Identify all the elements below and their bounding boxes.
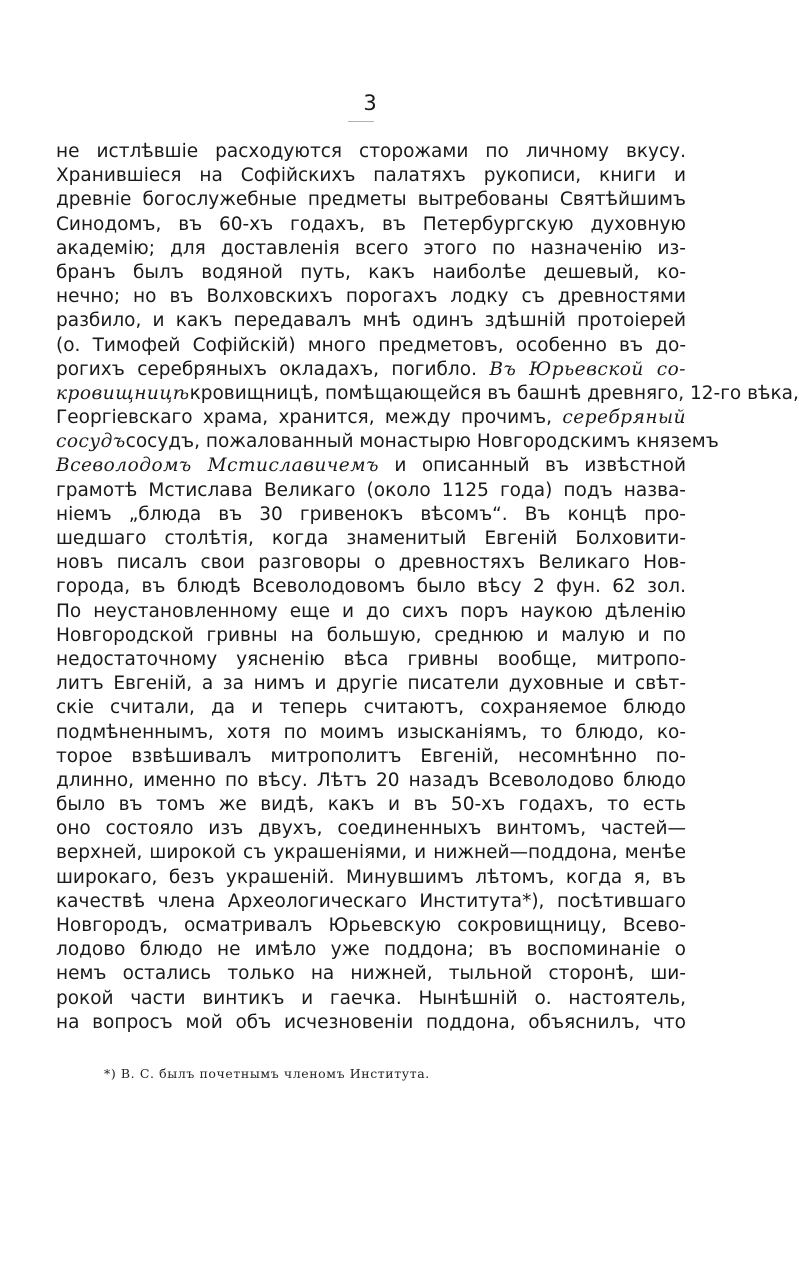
text-line: лодово блюдо не имѣло уже поддона; въ воспоминаніе о	[56, 939, 686, 961]
text-run: кровищницѣ, помѣщающейся въ башнѣ древняго, 12-го вѣка,	[189, 382, 799, 404]
text-line: бранъ былъ водяной путь, какъ наиболѣе дешевый, ко-	[56, 261, 686, 283]
footnote: *) В. С. былъ почетнымъ членомъ Института.	[104, 1066, 430, 1081]
italic-run: серебряный	[562, 407, 686, 429]
text-line: Новгородской гривны на большую, среднюю и малую и по	[56, 624, 686, 646]
text-line: Новгородъ, осматривалъ Юрьевскую сокровищницу, Всево-	[56, 915, 686, 936]
text-line: (о. Тимофей Софійскій) много предметовъ, особенно въ до-	[56, 334, 686, 356]
text-line: качествѣ члена Археологическаго Института*), посѣтившаго	[56, 890, 686, 912]
text-line: разбило, и какъ передавалъ мнѣ одинъ здѣшній протоіерей	[56, 310, 686, 332]
text-run: и описанный въ извѣстной	[378, 455, 686, 477]
text-line: шедшаго столѣтія, когда знаменитый Евгеній Болховити-	[56, 528, 686, 549]
text-line: оно состояло изъ двухъ, соединенныхъ винтомъ, частей—	[56, 818, 686, 840]
text-line: широкаго, безъ украшеній. Минувшимъ лѣтомъ, когда я, въ	[56, 866, 686, 888]
text-line: длинно, именно по вѣсу. Лѣтъ 20 назадъ Всеволодово блюдо	[56, 769, 686, 791]
text-line: немъ остались только на нижней, тыльной сторонѣ, ши-	[56, 963, 686, 985]
text-line: недостаточному уясненію вѣса гривны вообще, митропо-	[56, 648, 686, 670]
text-line: не истлѣвшіе расходуются сторожами по личному вкусу.	[56, 141, 686, 162]
text-line	[56, 382, 799, 406]
text-line: рокой части винтикъ и гаечка. Нынѣшній о. настоятель,	[56, 987, 686, 1009]
italic-run: сосудъ	[56, 431, 126, 453]
text-line: грамотѣ Мстислава Великаго (около 1125 года) подъ назва-	[56, 479, 686, 501]
text-line	[56, 406, 686, 430]
text-line: ніемъ „блюда въ 30 гривенокъ вѣсомъ“. Въ концѣ про-	[56, 503, 686, 525]
text-run: Георгіевскаго храма, хранится, между прочимъ,	[56, 407, 563, 429]
text-run: рогихъ серебряныхъ окладахъ, погибло.	[56, 358, 490, 380]
text-line: Синодомъ, въ 60-хъ годахъ, въ Петербургскую духовную	[56, 213, 686, 235]
text-line: скіе считали, да и теперь считаютъ, сохраняемое блюдо	[56, 697, 686, 719]
italic-run: кровищницѣ	[56, 382, 190, 404]
text-line	[56, 358, 686, 382]
text-line: литъ Евгеній, а за нимъ и другіе писатели духовные и свѣт-	[56, 673, 686, 695]
italic-run: Въ Юрьевской со-	[489, 358, 686, 380]
text-run: сосудъ, пожалованный монастырю Новгородскимъ княземъ	[125, 431, 719, 453]
page-number-underline	[348, 121, 374, 122]
page-number: 3	[363, 91, 377, 115]
italic-run: Всеволодомъ Мстиславичемъ	[56, 455, 379, 477]
text-line: на вопросъ мой объ исчезновеніи поддона, объяснилъ, что	[56, 1011, 686, 1033]
text-line: было въ томъ же видѣ, какъ и въ 50-хъ годахъ, то есть	[56, 794, 686, 816]
text-line: верхней, широкой съ украшеніями, и нижней—поддона, менѣе	[56, 842, 686, 864]
text-line: академію; для доставленія всего этого по назначенію из-	[56, 237, 686, 259]
text-line: новъ писалъ свои разговоры о древностяхъ Великаго Нов-	[56, 552, 686, 574]
text-line: По неустановленному еще и до сихъ поръ наукою дѣленію	[56, 600, 686, 622]
text-line: города, въ блюдѣ Всеволодовомъ было вѣсу 2 фун. 62 зол.	[56, 576, 686, 598]
text-line: Хранившіеся на Софійскихъ палатяхъ рукописи, книги и	[56, 165, 686, 187]
text-line	[56, 454, 686, 478]
text-line	[56, 430, 719, 454]
text-line: торое взвѣшивалъ митрополитъ Евгеній, несомнѣнно по-	[56, 745, 686, 767]
body-text	[56, 140, 799, 1035]
text-line: подмѣненнымъ, хотя по моимъ изысканіямъ, то блюдо, ко-	[56, 721, 686, 743]
text-line: нечно; но въ Волховскихъ порогахъ лодку съ древностями	[56, 286, 686, 308]
text-line: древніе богослужебные предметы вытребованы Святѣйшимъ	[56, 189, 686, 211]
